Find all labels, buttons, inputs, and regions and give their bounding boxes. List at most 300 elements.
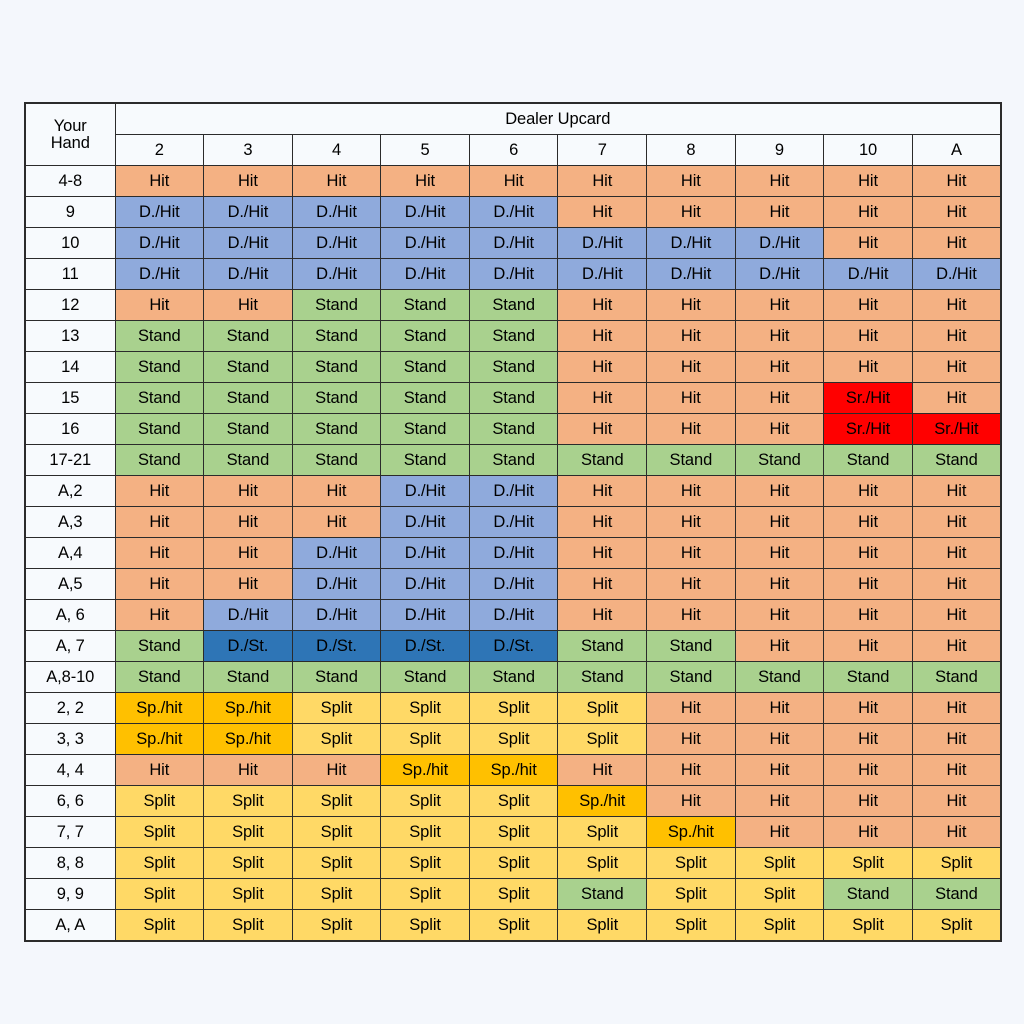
hand-label: 15 xyxy=(25,383,115,414)
action-cell-double-or-hit: D./Hit xyxy=(647,259,736,290)
action-cell-hit: Hit xyxy=(824,569,913,600)
hand-label: A, 6 xyxy=(25,600,115,631)
action-cell-double-or-hit: D./Hit xyxy=(469,538,558,569)
action-cell-stand: Stand xyxy=(912,662,1001,693)
action-cell-hit: Hit xyxy=(824,724,913,755)
action-cell-stand: Stand xyxy=(292,290,381,321)
action-cell-split: Split xyxy=(647,910,736,942)
table-row xyxy=(25,693,1001,724)
action-cell-stand: Stand xyxy=(115,631,204,662)
action-cell-stand: Stand xyxy=(912,445,1001,476)
action-cell-hit: Hit xyxy=(292,476,381,507)
action-cell-split: Split xyxy=(292,693,381,724)
action-cell-split: Split xyxy=(558,693,647,724)
action-cell-stand: Stand xyxy=(115,383,204,414)
dealer-upcard-10: 10 xyxy=(824,135,913,166)
action-cell-hit: Hit xyxy=(647,569,736,600)
action-cell-hit: Hit xyxy=(912,786,1001,817)
action-cell-double-or-stand: D./St. xyxy=(381,631,470,662)
action-cell-hit: Hit xyxy=(558,755,647,786)
action-cell-hit: Hit xyxy=(824,817,913,848)
action-cell-double-or-stand: D./St. xyxy=(292,631,381,662)
action-cell-hit: Hit xyxy=(204,507,293,538)
action-cell-stand: Stand xyxy=(735,662,824,693)
table-row xyxy=(25,662,1001,693)
your-hand-header-line1: Your xyxy=(53,117,87,135)
action-cell-hit: Hit xyxy=(647,693,736,724)
action-cell-hit: Hit xyxy=(735,197,824,228)
action-cell-hit: Hit xyxy=(115,290,204,321)
action-cell-double-or-hit: D./Hit xyxy=(469,569,558,600)
action-cell-split: Split xyxy=(912,848,1001,879)
action-cell-hit: Hit xyxy=(824,786,913,817)
hand-label: 3, 3 xyxy=(25,724,115,755)
action-cell-split: Split xyxy=(558,724,647,755)
action-cell-double-or-hit: D./Hit xyxy=(381,507,470,538)
action-cell-double-or-hit: D./Hit xyxy=(204,197,293,228)
action-cell-hit: Hit xyxy=(647,290,736,321)
action-cell-hit: Hit xyxy=(647,724,736,755)
action-cell-hit: Hit xyxy=(204,755,293,786)
action-cell-hit: Hit xyxy=(824,321,913,352)
action-cell-double-or-hit: D./Hit xyxy=(381,569,470,600)
action-cell-hit: Hit xyxy=(558,321,647,352)
action-cell-double-or-hit: D./Hit xyxy=(204,228,293,259)
action-cell-double-or-hit: D./Hit xyxy=(912,259,1001,290)
action-cell-double-or-hit: D./Hit xyxy=(204,600,293,631)
action-cell-hit: Hit xyxy=(292,755,381,786)
action-cell-split: Split xyxy=(115,786,204,817)
action-cell-double-or-hit: D./Hit xyxy=(292,197,381,228)
action-cell-stand: Stand xyxy=(558,662,647,693)
table-row xyxy=(25,631,1001,662)
table-row xyxy=(25,724,1001,755)
action-cell-hit: Hit xyxy=(735,383,824,414)
hand-label: 10 xyxy=(25,228,115,259)
action-cell-split: Split xyxy=(115,817,204,848)
action-cell-split: Split xyxy=(204,910,293,942)
dealer-upcard-7: 7 xyxy=(558,135,647,166)
header-row-group xyxy=(25,103,1001,135)
action-cell-hit: Hit xyxy=(912,197,1001,228)
action-cell-hit: Hit xyxy=(204,166,293,197)
hand-label: 9, 9 xyxy=(25,879,115,910)
action-cell-split: Split xyxy=(292,724,381,755)
action-cell-hit: Hit xyxy=(558,197,647,228)
action-cell-stand: Stand xyxy=(115,445,204,476)
hand-label: 2, 2 xyxy=(25,693,115,724)
action-cell-split-or-hit: Sp./hit xyxy=(204,724,293,755)
hand-label: 17-21 xyxy=(25,445,115,476)
action-cell-hit: Hit xyxy=(912,290,1001,321)
action-cell-hit: Hit xyxy=(647,507,736,538)
action-cell-split-or-hit: Sp./hit xyxy=(647,817,736,848)
action-cell-hit: Hit xyxy=(912,600,1001,631)
action-cell-split: Split xyxy=(824,910,913,942)
action-cell-double-or-hit: D./Hit xyxy=(381,476,470,507)
dealer-upcard-3: 3 xyxy=(204,135,293,166)
action-cell-hit: Hit xyxy=(735,507,824,538)
action-cell-split-or-hit: Sp./hit xyxy=(381,755,470,786)
action-cell-split: Split xyxy=(204,879,293,910)
action-cell-double-or-hit: D./Hit xyxy=(735,228,824,259)
action-cell-hit: Hit xyxy=(647,786,736,817)
dealer-upcard-header: Dealer Upcard xyxy=(115,103,1001,135)
action-cell-stand: Stand xyxy=(647,662,736,693)
hand-label: A,2 xyxy=(25,476,115,507)
action-cell-hit: Hit xyxy=(558,383,647,414)
table-row xyxy=(25,786,1001,817)
table-row xyxy=(25,507,1001,538)
blackjack-strategy-chart xyxy=(24,102,1000,942)
action-cell-split: Split xyxy=(381,910,470,942)
action-cell-hit: Hit xyxy=(735,817,824,848)
action-cell-stand: Stand xyxy=(115,352,204,383)
action-cell-split: Split xyxy=(912,910,1001,942)
action-cell-split-or-hit: Sp./hit xyxy=(469,755,558,786)
action-cell-split: Split xyxy=(469,879,558,910)
action-cell-double-or-hit: D./Hit xyxy=(381,538,470,569)
action-cell-hit: Hit xyxy=(824,197,913,228)
action-cell-split: Split xyxy=(381,817,470,848)
action-cell-double-or-hit: D./Hit xyxy=(292,259,381,290)
action-cell-split: Split xyxy=(204,786,293,817)
action-cell-stand: Stand xyxy=(647,445,736,476)
action-cell-split: Split xyxy=(292,910,381,942)
action-cell-double-or-hit: D./Hit xyxy=(292,538,381,569)
action-cell-stand: Stand xyxy=(469,445,558,476)
action-cell-double-or-hit: D./Hit xyxy=(115,197,204,228)
action-cell-hit: Hit xyxy=(735,321,824,352)
action-cell-hit: Hit xyxy=(115,600,204,631)
action-cell-double-or-hit: D./Hit xyxy=(292,600,381,631)
action-cell-stand: Stand xyxy=(292,414,381,445)
action-cell-split: Split xyxy=(381,786,470,817)
action-cell-stand: Stand xyxy=(292,383,381,414)
action-cell-double-or-stand: D./St. xyxy=(204,631,293,662)
action-cell-hit: Hit xyxy=(647,755,736,786)
hand-label: A, A xyxy=(25,910,115,942)
action-cell-hit: Hit xyxy=(558,507,647,538)
action-cell-double-or-hit: D./Hit xyxy=(824,259,913,290)
action-cell-hit: Hit xyxy=(204,290,293,321)
action-cell-surrender-or-hit: Sr./Hit xyxy=(912,414,1001,445)
action-cell-hit: Hit xyxy=(647,197,736,228)
dealer-upcard-4: 4 xyxy=(292,135,381,166)
action-cell-hit: Hit xyxy=(647,600,736,631)
action-cell-double-or-hit: D./Hit xyxy=(115,259,204,290)
action-cell-stand: Stand xyxy=(469,383,558,414)
action-cell-double-or-hit: D./Hit xyxy=(115,228,204,259)
action-cell-split-or-hit: Sp./hit xyxy=(204,693,293,724)
action-cell-stand: Stand xyxy=(381,662,470,693)
action-cell-stand: Stand xyxy=(381,321,470,352)
table-row xyxy=(25,321,1001,352)
action-cell-stand: Stand xyxy=(204,352,293,383)
hand-label: 13 xyxy=(25,321,115,352)
action-cell-split: Split xyxy=(292,786,381,817)
table-row xyxy=(25,817,1001,848)
action-cell-hit: Hit xyxy=(735,569,824,600)
action-cell-hit: Hit xyxy=(824,352,913,383)
hand-label: 6, 6 xyxy=(25,786,115,817)
action-cell-split: Split xyxy=(558,848,647,879)
action-cell-hit: Hit xyxy=(381,166,470,197)
action-cell-hit: Hit xyxy=(115,476,204,507)
action-cell-split: Split xyxy=(204,848,293,879)
action-cell-hit: Hit xyxy=(912,352,1001,383)
hand-label: A,8-10 xyxy=(25,662,115,693)
action-cell-stand: Stand xyxy=(558,445,647,476)
action-cell-double-or-hit: D./Hit xyxy=(292,569,381,600)
action-cell-double-or-hit: D./Hit xyxy=(381,259,470,290)
action-cell-hit: Hit xyxy=(824,228,913,259)
action-cell-stand: Stand xyxy=(292,321,381,352)
hand-label: 12 xyxy=(25,290,115,321)
action-cell-hit: Hit xyxy=(558,600,647,631)
your-hand-header-line2: Hand xyxy=(50,133,90,152)
action-cell-double-or-hit: D./Hit xyxy=(204,259,293,290)
action-cell-split: Split xyxy=(115,910,204,942)
action-cell-hit: Hit xyxy=(558,569,647,600)
action-cell-double-or-hit: D./Hit xyxy=(381,600,470,631)
action-cell-hit: Hit xyxy=(735,538,824,569)
action-cell-hit: Hit xyxy=(912,507,1001,538)
action-cell-split: Split xyxy=(558,817,647,848)
action-cell-hit: Hit xyxy=(647,166,736,197)
your-hand-header xyxy=(25,103,115,166)
action-cell-hit: Hit xyxy=(115,507,204,538)
table-row xyxy=(25,259,1001,290)
action-cell-stand: Stand xyxy=(469,414,558,445)
action-cell-hit: Hit xyxy=(824,600,913,631)
action-cell-hit: Hit xyxy=(912,228,1001,259)
action-cell-double-or-hit: D./Hit xyxy=(469,507,558,538)
action-cell-stand: Stand xyxy=(647,631,736,662)
action-cell-stand: Stand xyxy=(204,445,293,476)
action-cell-stand: Stand xyxy=(292,352,381,383)
action-cell-hit: Hit xyxy=(912,693,1001,724)
action-cell-hit: Hit xyxy=(204,569,293,600)
table-row xyxy=(25,197,1001,228)
dealer-upcard-9: 9 xyxy=(735,135,824,166)
action-cell-split: Split xyxy=(558,910,647,942)
strategy-table xyxy=(24,102,1002,942)
action-cell-split: Split xyxy=(469,910,558,942)
hand-label: 14 xyxy=(25,352,115,383)
action-cell-hit: Hit xyxy=(824,538,913,569)
action-cell-stand: Stand xyxy=(469,352,558,383)
action-cell-double-or-hit: D./Hit xyxy=(469,228,558,259)
action-cell-double-or-hit: D./Hit xyxy=(558,259,647,290)
action-cell-hit: Hit xyxy=(824,755,913,786)
action-cell-stand: Stand xyxy=(469,321,558,352)
action-cell-hit: Hit xyxy=(824,693,913,724)
dealer-upcard-8: 8 xyxy=(647,135,736,166)
action-cell-hit: Hit xyxy=(912,166,1001,197)
action-cell-hit: Hit xyxy=(115,755,204,786)
dealer-upcard-A: A xyxy=(912,135,1001,166)
action-cell-split: Split xyxy=(381,848,470,879)
action-cell-hit: Hit xyxy=(735,693,824,724)
action-cell-hit: Hit xyxy=(558,352,647,383)
action-cell-stand: Stand xyxy=(381,352,470,383)
action-cell-stand: Stand xyxy=(204,321,293,352)
action-cell-double-or-hit: D./Hit xyxy=(292,228,381,259)
action-cell-stand: Stand xyxy=(381,290,470,321)
action-cell-stand: Stand xyxy=(204,383,293,414)
action-cell-hit: Hit xyxy=(735,166,824,197)
action-cell-hit: Hit xyxy=(647,321,736,352)
action-cell-split: Split xyxy=(292,848,381,879)
hand-label: 4-8 xyxy=(25,166,115,197)
action-cell-split-or-hit: Sp./hit xyxy=(558,786,647,817)
hand-label: 7, 7 xyxy=(25,817,115,848)
action-cell-hit: Hit xyxy=(292,166,381,197)
action-cell-stand: Stand xyxy=(292,445,381,476)
action-cell-hit: Hit xyxy=(912,817,1001,848)
action-cell-stand: Stand xyxy=(735,445,824,476)
action-cell-double-or-hit: D./Hit xyxy=(469,259,558,290)
table-row xyxy=(25,538,1001,569)
action-cell-split: Split xyxy=(647,879,736,910)
action-cell-stand: Stand xyxy=(558,879,647,910)
action-cell-stand: Stand xyxy=(469,290,558,321)
table-row xyxy=(25,290,1001,321)
table-row xyxy=(25,600,1001,631)
action-cell-split: Split xyxy=(469,817,558,848)
action-cell-hit: Hit xyxy=(735,724,824,755)
action-cell-double-or-hit: D./Hit xyxy=(735,259,824,290)
action-cell-hit: Hit xyxy=(558,538,647,569)
action-cell-stand: Stand xyxy=(292,662,381,693)
action-cell-hit: Hit xyxy=(912,476,1001,507)
action-cell-split: Split xyxy=(469,848,558,879)
action-cell-hit: Hit xyxy=(824,290,913,321)
action-cell-hit: Hit xyxy=(735,755,824,786)
table-header xyxy=(25,103,1001,166)
action-cell-split: Split xyxy=(381,724,470,755)
action-cell-split: Split xyxy=(824,848,913,879)
action-cell-hit: Hit xyxy=(912,724,1001,755)
action-cell-split: Split xyxy=(381,879,470,910)
action-cell-stand: Stand xyxy=(381,414,470,445)
action-cell-surrender-or-hit: Sr./Hit xyxy=(824,414,913,445)
action-cell-stand: Stand xyxy=(115,414,204,445)
action-cell-hit: Hit xyxy=(912,321,1001,352)
hand-label: 9 xyxy=(25,197,115,228)
table-row xyxy=(25,166,1001,197)
table-row xyxy=(25,476,1001,507)
action-cell-split: Split xyxy=(292,879,381,910)
action-cell-hit: Hit xyxy=(824,631,913,662)
action-cell-stand: Stand xyxy=(469,662,558,693)
table-row xyxy=(25,848,1001,879)
action-cell-split: Split xyxy=(469,786,558,817)
action-cell-hit: Hit xyxy=(647,383,736,414)
action-cell-hit: Hit xyxy=(292,507,381,538)
action-cell-hit: Hit xyxy=(647,414,736,445)
dealer-upcard-6: 6 xyxy=(469,135,558,166)
hand-label: A, 7 xyxy=(25,631,115,662)
action-cell-hit: Hit xyxy=(115,569,204,600)
action-cell-double-or-hit: D./Hit xyxy=(381,228,470,259)
action-cell-hit: Hit xyxy=(735,786,824,817)
action-cell-hit: Hit xyxy=(647,476,736,507)
action-cell-stand: Stand xyxy=(824,879,913,910)
action-cell-surrender-or-hit: Sr./Hit xyxy=(824,383,913,414)
action-cell-stand: Stand xyxy=(381,383,470,414)
action-cell-split-or-hit: Sp./hit xyxy=(115,693,204,724)
action-cell-double-or-hit: D./Hit xyxy=(558,228,647,259)
action-cell-hit: Hit xyxy=(735,414,824,445)
table-row xyxy=(25,755,1001,786)
dealer-upcard-5: 5 xyxy=(381,135,470,166)
action-cell-double-or-hit: D./Hit xyxy=(469,600,558,631)
action-cell-hit: Hit xyxy=(824,476,913,507)
action-cell-double-or-stand: D./St. xyxy=(469,631,558,662)
action-cell-hit: Hit xyxy=(735,290,824,321)
action-cell-hit: Hit xyxy=(912,569,1001,600)
action-cell-split: Split xyxy=(735,879,824,910)
action-cell-hit: Hit xyxy=(824,166,913,197)
action-cell-split: Split xyxy=(735,848,824,879)
action-cell-stand: Stand xyxy=(381,445,470,476)
action-cell-hit: Hit xyxy=(115,538,204,569)
table-row xyxy=(25,879,1001,910)
action-cell-hit: Hit xyxy=(469,166,558,197)
hand-label: A,3 xyxy=(25,507,115,538)
table-body xyxy=(25,166,1001,942)
action-cell-stand: Stand xyxy=(204,414,293,445)
action-cell-split: Split xyxy=(735,910,824,942)
action-cell-stand: Stand xyxy=(824,662,913,693)
action-cell-hit: Hit xyxy=(735,476,824,507)
action-cell-hit: Hit xyxy=(735,352,824,383)
action-cell-stand: Stand xyxy=(115,321,204,352)
action-cell-stand: Stand xyxy=(912,879,1001,910)
action-cell-split: Split xyxy=(381,693,470,724)
table-row xyxy=(25,414,1001,445)
action-cell-hit: Hit xyxy=(912,383,1001,414)
table-row xyxy=(25,569,1001,600)
action-cell-hit: Hit xyxy=(204,476,293,507)
action-cell-hit: Hit xyxy=(558,414,647,445)
hand-label: A,5 xyxy=(25,569,115,600)
hand-label: A,4 xyxy=(25,538,115,569)
dealer-upcard-2: 2 xyxy=(115,135,204,166)
table-row xyxy=(25,228,1001,259)
action-cell-split: Split xyxy=(292,817,381,848)
table-row xyxy=(25,445,1001,476)
action-cell-double-or-hit: D./Hit xyxy=(381,197,470,228)
action-cell-hit: Hit xyxy=(558,166,647,197)
hand-label: 16 xyxy=(25,414,115,445)
action-cell-hit: Hit xyxy=(558,290,647,321)
table-row xyxy=(25,910,1001,942)
action-cell-stand: Stand xyxy=(558,631,647,662)
action-cell-split: Split xyxy=(647,848,736,879)
action-cell-double-or-hit: D./Hit xyxy=(647,228,736,259)
action-cell-hit: Hit xyxy=(558,476,647,507)
action-cell-hit: Hit xyxy=(735,600,824,631)
action-cell-stand: Stand xyxy=(204,662,293,693)
action-cell-hit: Hit xyxy=(912,755,1001,786)
action-cell-hit: Hit xyxy=(204,538,293,569)
action-cell-split: Split xyxy=(115,879,204,910)
action-cell-hit: Hit xyxy=(115,166,204,197)
table-row xyxy=(25,352,1001,383)
